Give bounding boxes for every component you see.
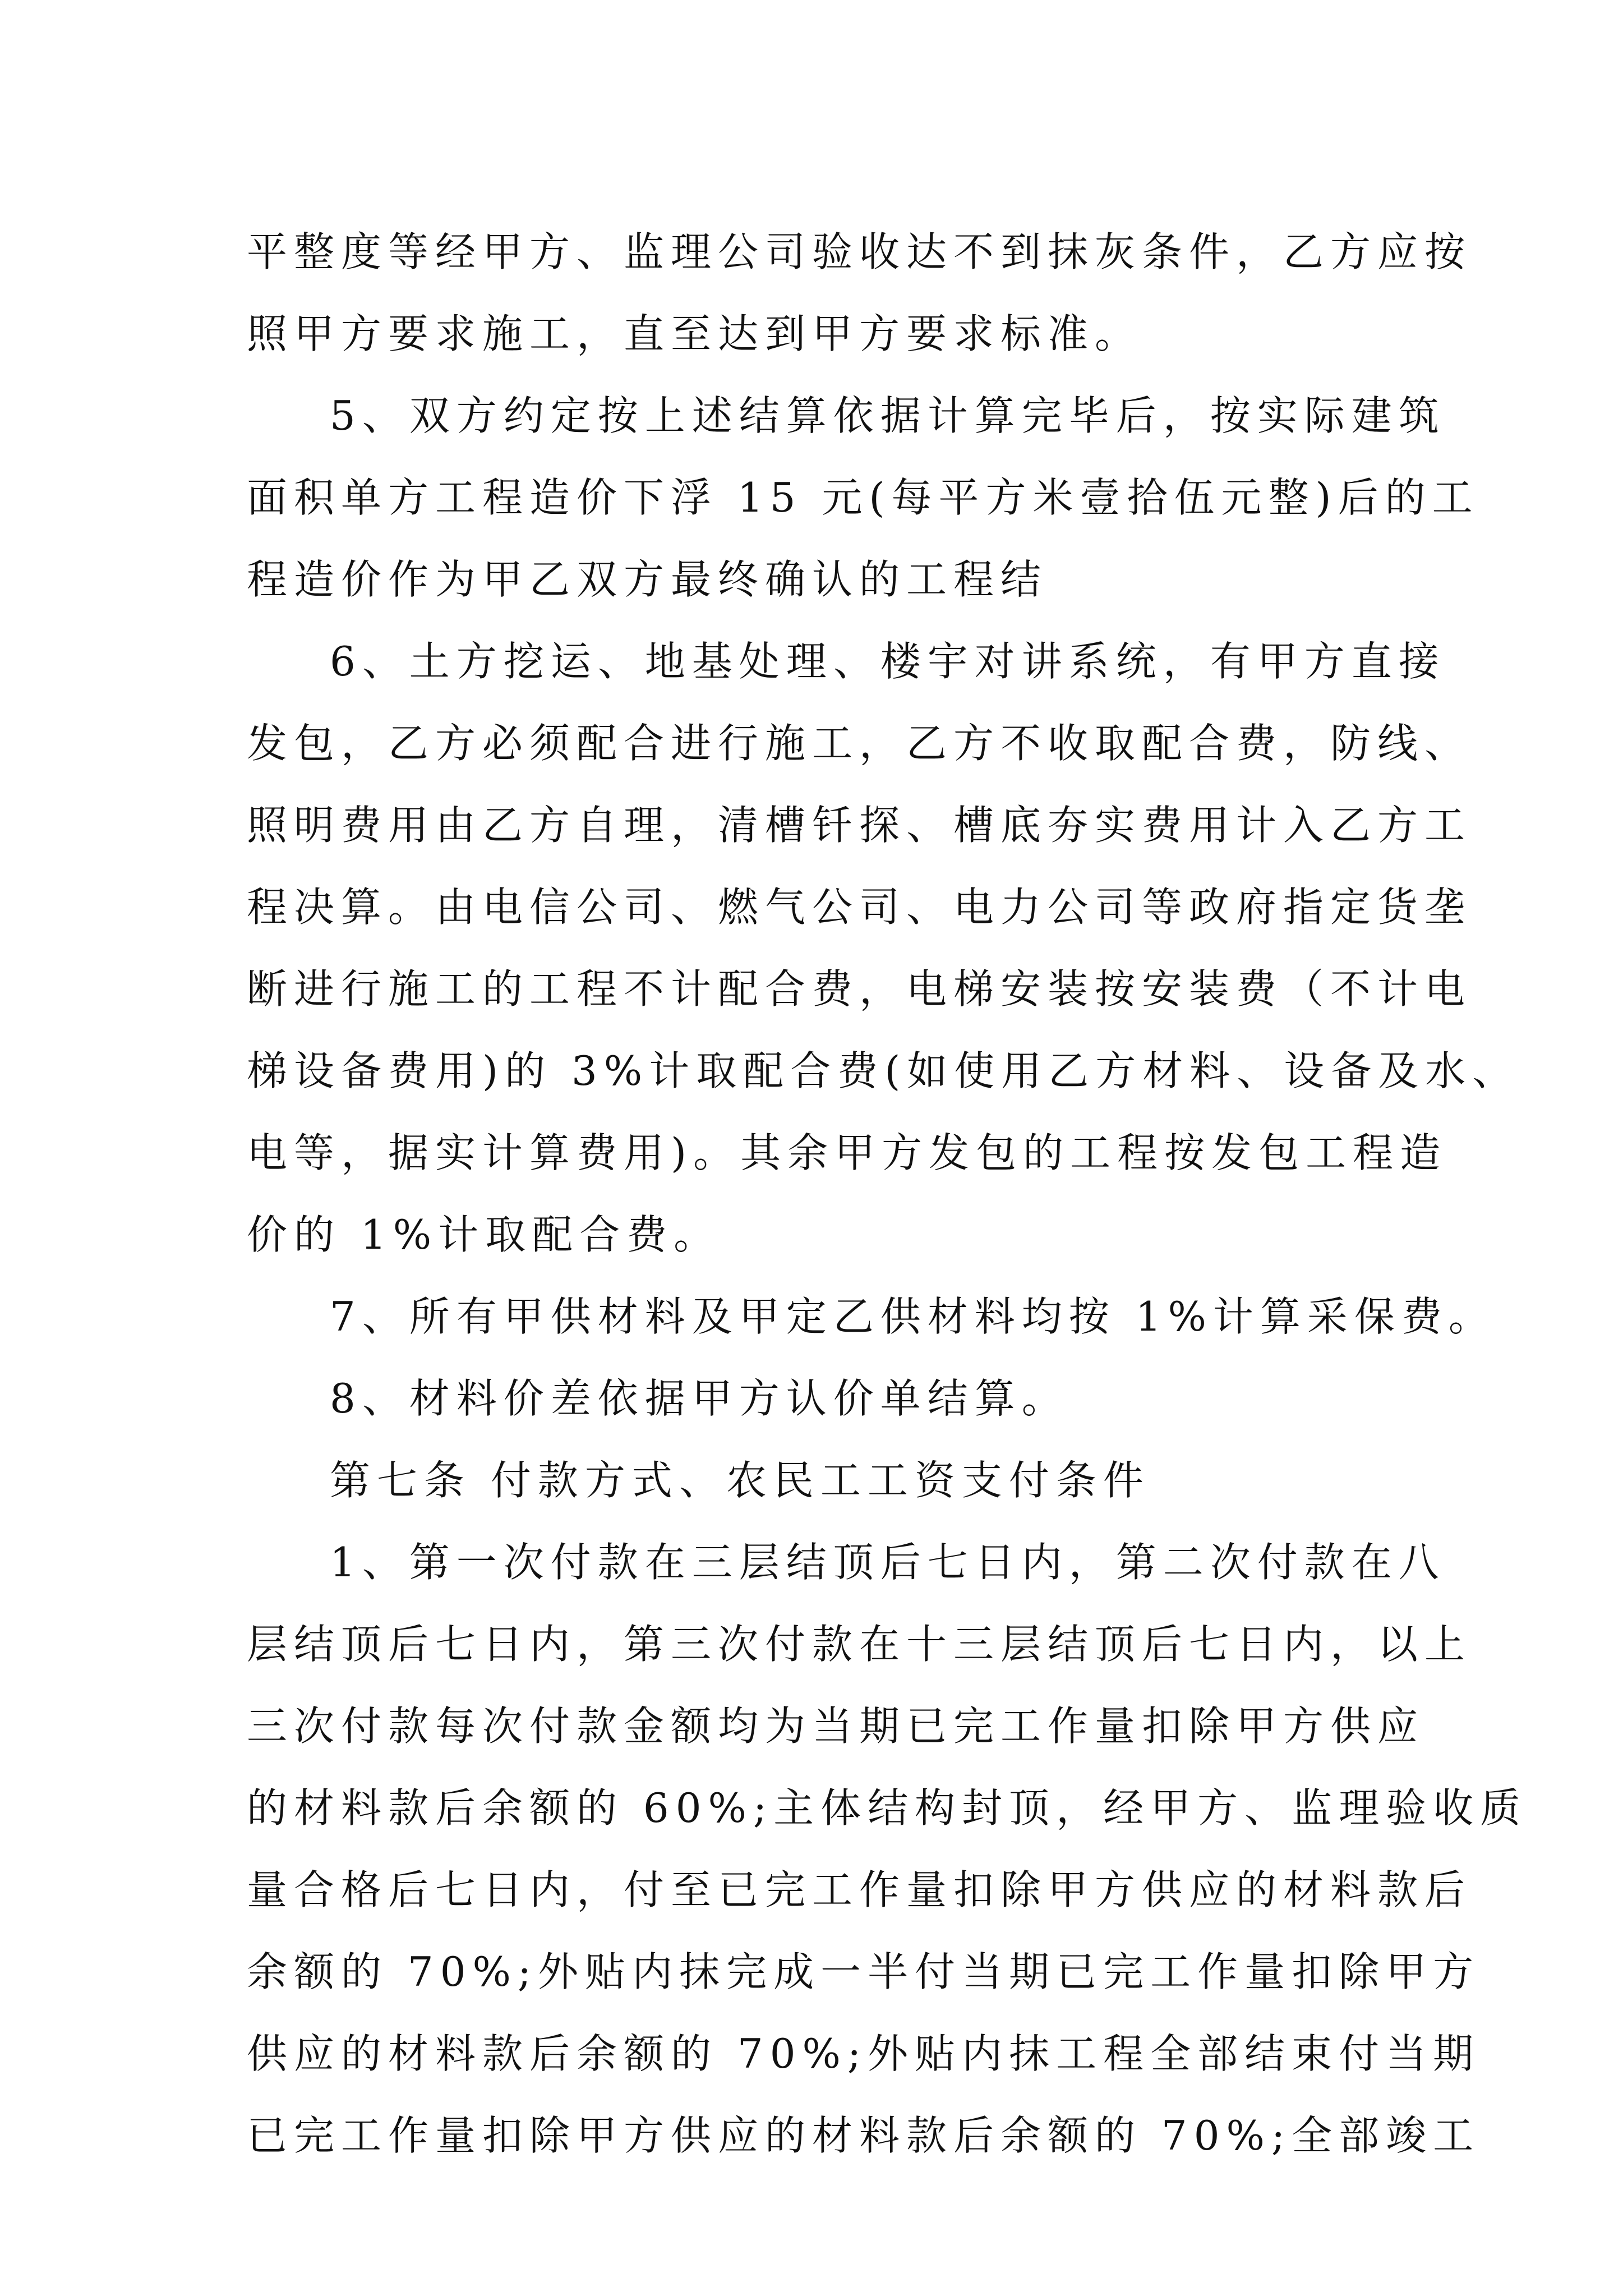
text-line: 三次付款每次付款金额均为当期已完工作量扣除甲方供应 xyxy=(247,1703,1425,1750)
document-body xyxy=(247,211,1528,2177)
text-line-clause-6: 6、土方挖运、地基处理、楼宇对讲系统，有甲方直接 xyxy=(330,638,1446,685)
text-line: 价的 1%计取配合费。 xyxy=(247,1211,721,1258)
text-line-clause-7: 7、所有甲供材料及甲定乙供材料均按 1%计算采保费。 xyxy=(330,1293,1496,1340)
text-line: 供应的材料款后余额的 70%;外贴内抹工程全部结束付当期 xyxy=(247,2030,1481,2077)
text-line: 层结顶后七日内，第三次付款在十三层结顶后七日内，以上 xyxy=(247,1621,1472,1668)
text-line: 电等，据实计算费用)。其余甲方发包的工程按发包工程造 xyxy=(247,1129,1447,1176)
text-line: 断进行施工的工程不计配合费，电梯安装按安装费（不计电 xyxy=(247,965,1472,1013)
text-line: 照明费用由乙方自理，清槽钎探、槽底夯实费用计入乙方工 xyxy=(247,802,1472,849)
text-line: 程决算。由电信公司、燃气公司、电力公司等政府指定货垄 xyxy=(247,884,1472,931)
text-line: 发包，乙方必须配合进行施工，乙方不收取配合费，防线、 xyxy=(247,720,1472,767)
text-line: 梯设备费用)的 3%计取配合费(如使用乙方材料、设备及水、 xyxy=(247,1047,1520,1094)
text-line: 量合格后七日内，付至已完工作量扣除甲方供应的材料款后 xyxy=(247,1866,1472,1913)
text-line: 的材料款后余额的 60%;主体结构封顶，经甲方、监理验收质 xyxy=(247,1784,1528,1832)
text-line: 程造价作为甲乙双方最终确认的工程结 xyxy=(247,556,1048,603)
text-line-clause-1: 1、第一次付款在三层结顶后七日内，第二次付款在八 xyxy=(330,1539,1446,1586)
text-line-clause-8: 8、材料价差依据甲方认价单结算。 xyxy=(330,1375,1069,1422)
text-line: 余额的 70%;外贴内抹完成一半付当期已完工作量扣除甲方 xyxy=(247,1948,1481,1995)
text-line: 照甲方要求施工，直至达到甲方要求标准。 xyxy=(247,310,1142,357)
section-heading-article-7: 第七条 付款方式、农民工工资支付条件 xyxy=(330,1457,1150,1504)
text-line: 平整度等经甲方、监理公司验收达不到抹灰条件，乙方应按 xyxy=(247,228,1472,275)
text-line-clause-5: 5、双方约定按上述结算依据计算完毕后，按实际建筑 xyxy=(330,392,1446,439)
text-line: 面积单方工程造价下浮 15 元(每平方米壹拾伍元整)后的工 xyxy=(247,474,1479,521)
text-line: 已完工作量扣除甲方供应的材料款后余额的 70%;全部竣工 xyxy=(247,2112,1481,2159)
